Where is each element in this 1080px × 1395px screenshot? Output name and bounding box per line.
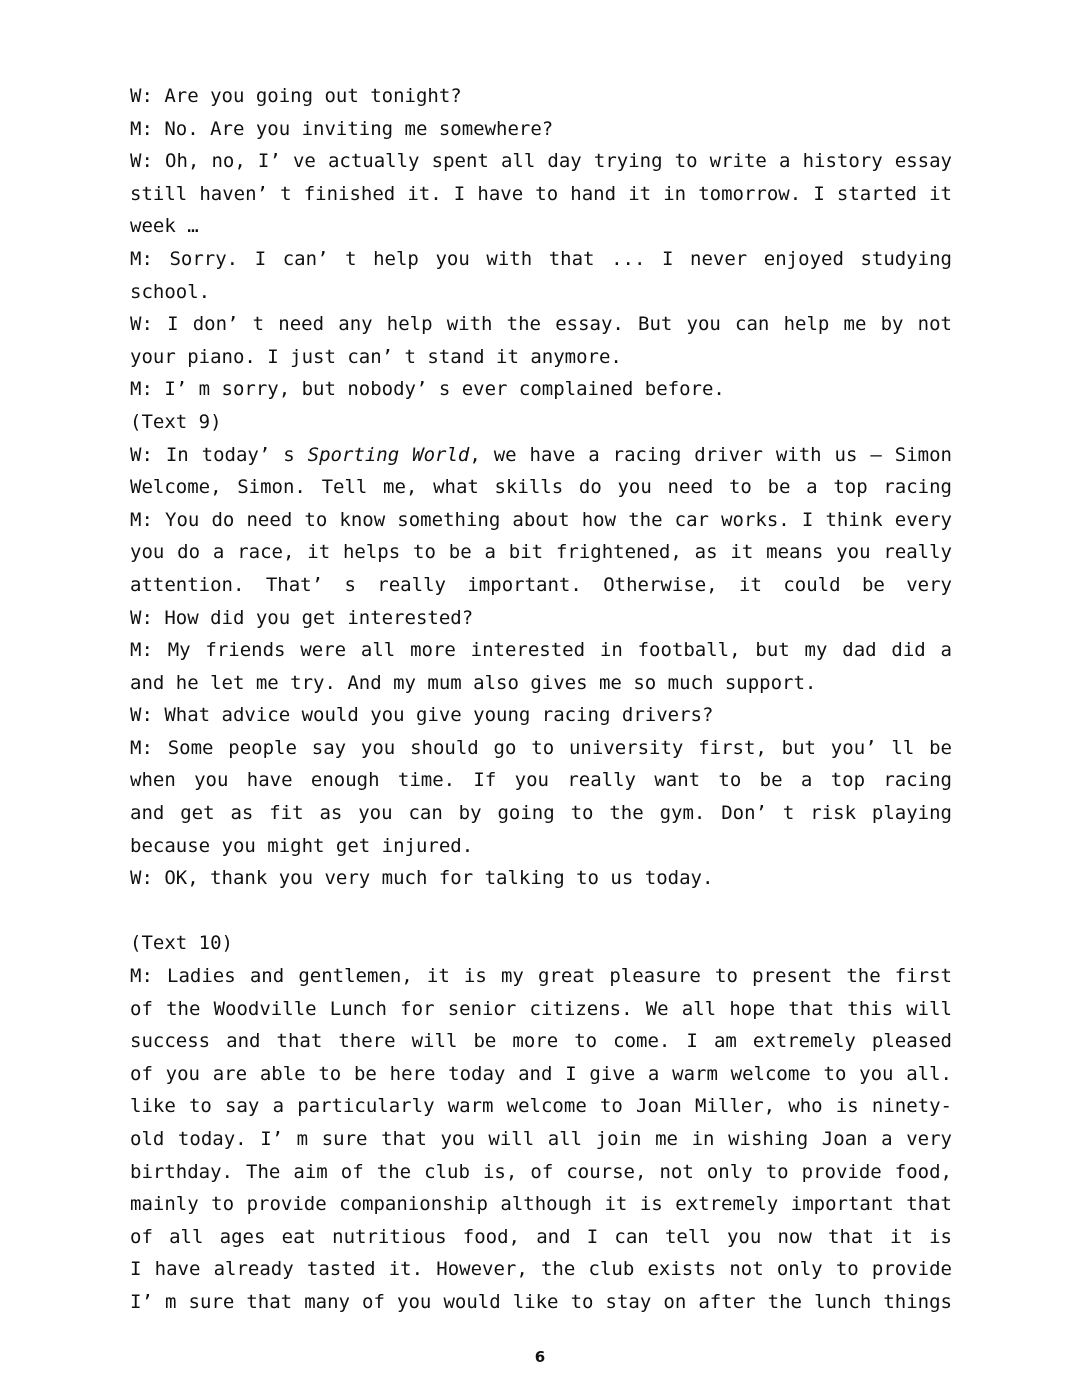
transcript-line: W: I don’ t need any help with the essay. But you can help me by not (130, 313, 952, 336)
transcript-page (130, 80, 952, 1319)
transcript-line: of all ages eat nutritious food, and I can tell you now that it is (130, 1225, 952, 1248)
transcript-line: birthday. The aim of the club is, of course, not only to provide food, (130, 1160, 952, 1183)
transcript-line: when you have enough time. If you really want to be a top racing (130, 769, 952, 792)
transcript-line: W: Oh, no, I’ ve actually spent all day trying to write a history essay (130, 150, 952, 173)
transcript-line: W: Are you going out tonight? (130, 85, 462, 107)
transcript-line: I’ m sure that many of you would like to stay on after the lunch things (130, 1290, 952, 1313)
blank-line (130, 895, 952, 928)
transcript-line: (Text 10) (130, 932, 233, 955)
transcript-line: old today. I’ m sure that you will all join me in wishing Joan a very (130, 1128, 952, 1150)
transcript-line: M: No. Are you inviting me somewhere? (130, 117, 554, 140)
transcript-line: and he let me try. And my mum also gives me so much support. (130, 671, 817, 694)
transcript-line: M: Some people say you should go to university first, but you’ ll be (130, 736, 952, 759)
transcript-line: W: In today’ s Sporting World, we have a racing driver with us — Simon (130, 443, 952, 466)
transcript-line: attention. That’ s really important. Otherwise, it could be very (130, 573, 952, 596)
transcript-line: mainly to provide companionship although it is extremely important that (130, 1193, 952, 1216)
transcript-line: and get as fit as you can by going to the gym. Don’ t risk playing (130, 802, 952, 825)
transcript-line: still haven’ t finished it. I have to hand it in tomorrow. I started it (130, 182, 952, 205)
program-title: Sporting World (307, 443, 470, 466)
transcript-line: (Text 9) (130, 410, 222, 433)
transcript-line: M: I’ m sorry, but nobody’ s ever complained before. (130, 378, 725, 401)
transcript-line: because you might get injured. (130, 834, 474, 857)
transcript-line: you do a race, it helps to be a bit frightened, as it means you really (130, 541, 952, 564)
transcript-line: W: What advice would you give young racing drivers? (130, 704, 714, 727)
transcript-line: M: Ladies and gentlemen, it is my great pleasure to present the first (130, 965, 952, 988)
transcript-line: your piano. I just can’ t stand it anymore. (130, 345, 622, 368)
transcript-line: school. (130, 280, 211, 303)
transcript-line: M: You do need to know something about how the car works. I think every (130, 508, 952, 531)
transcript-line: M: My friends were all more interested in football, but my dad did a (130, 639, 952, 662)
transcript-line: I have already tasted it. However, the club exists not only to provide (130, 1258, 952, 1281)
page-number: 6 (534, 1348, 546, 1366)
transcript-line: of you are able to be here today and I give a warm welcome to you all. (130, 1062, 952, 1085)
transcript-line: W: OK, thank you very much for talking to us today. (130, 867, 714, 890)
transcript-line: week … (130, 215, 199, 238)
transcript-line: like to say a particularly warm welcome to Joan Miller, who is ninety- (130, 1095, 952, 1118)
transcript-line: M: Sorry. I can’ t help you with that ... I never enjoyed studying (130, 247, 952, 270)
transcript-line: success and that there will be more to come. I am extremely pleased (130, 1030, 952, 1053)
transcript-line: W: How did you get interested? (130, 606, 474, 629)
transcript-line: Welcome, Simon. Tell me, what skills do you need to be a top racing (130, 476, 952, 499)
transcript-line: of the Woodville Lunch for senior citizens. We all hope that this will (130, 997, 952, 1020)
